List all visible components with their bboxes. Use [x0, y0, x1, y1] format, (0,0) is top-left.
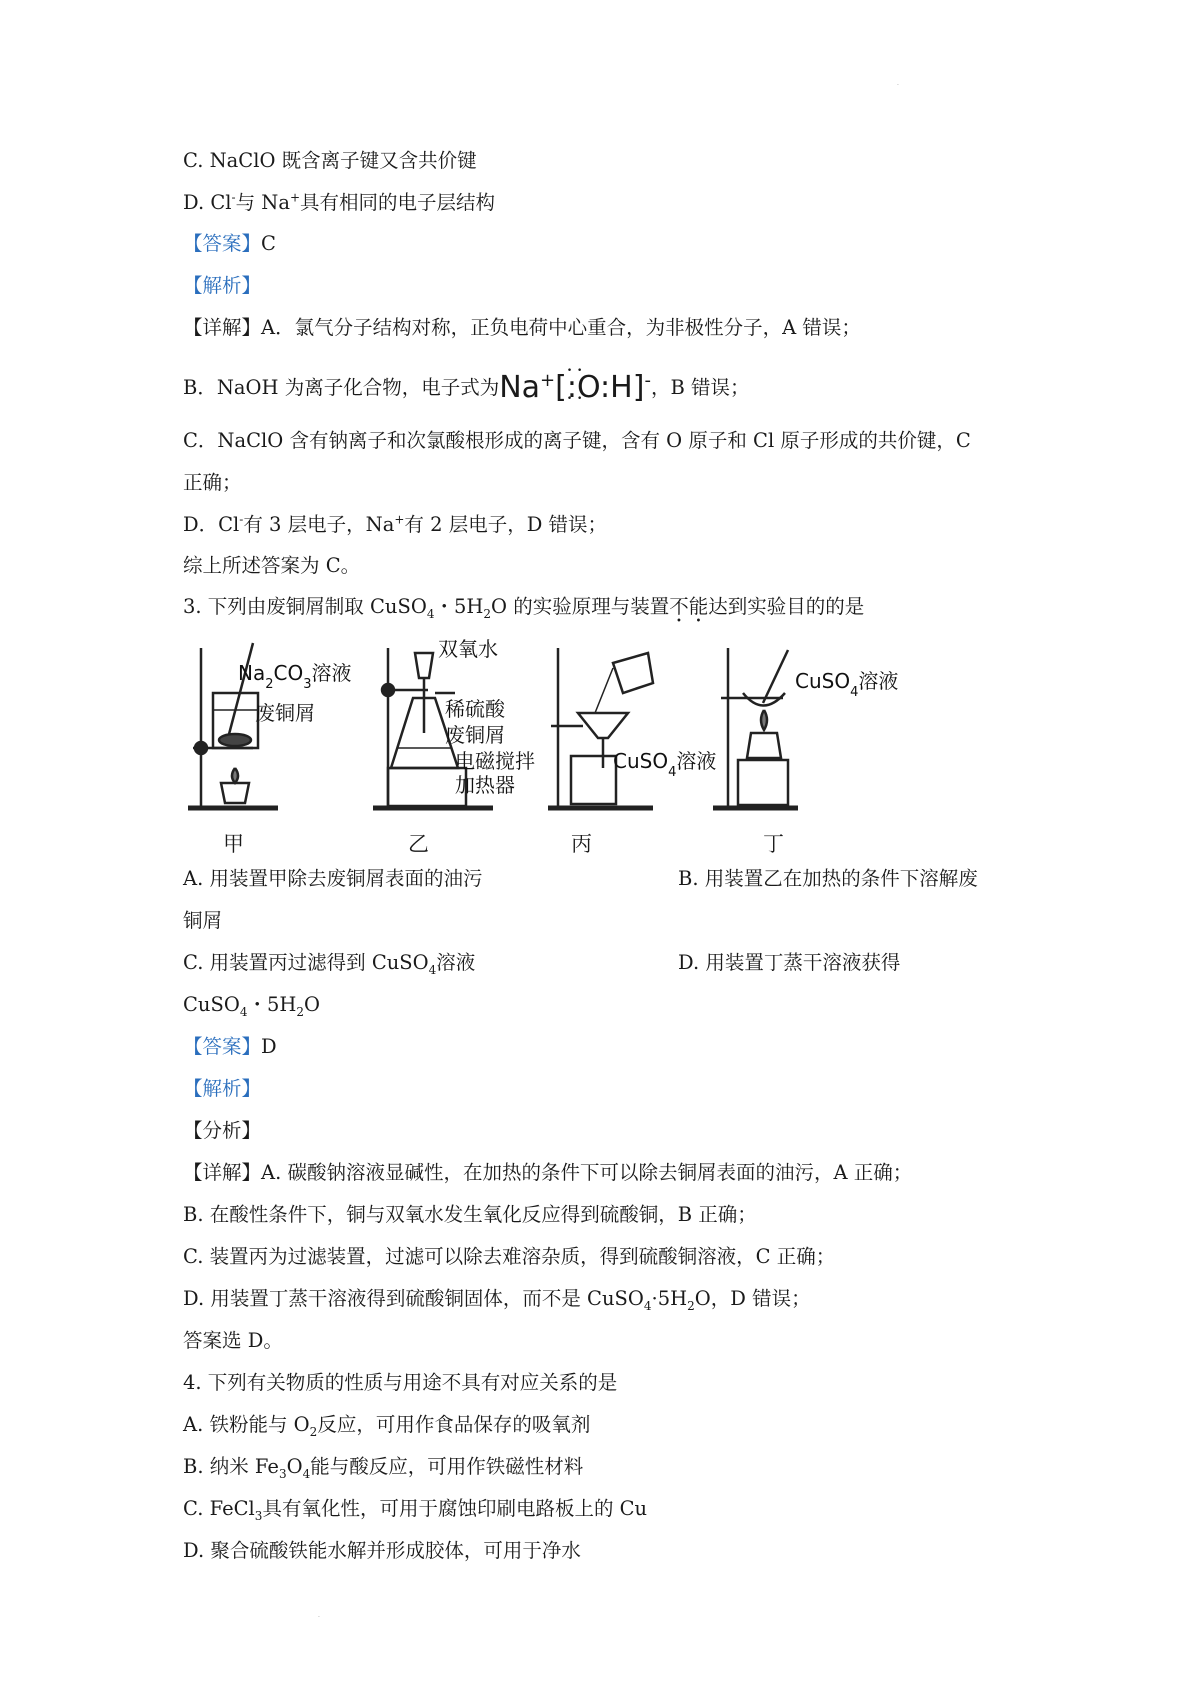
q3-analysis-tag: 【解析】: [183, 1077, 262, 1100]
q3-option-c: [183, 950, 475, 976]
q4-option-d: D. 聚合硫酸铁能水解并形成胶体，可用于净水: [183, 1539, 581, 1562]
q2-detail-d: [183, 512, 607, 538]
q2-detail-d-text: D．Cl: [183, 513, 240, 536]
q2-detail-b-text: ，B 错误；: [650, 376, 750, 399]
naoh-electron-formula: [499, 370, 651, 405]
yi-dropping-funnel: [415, 653, 433, 678]
q4-option-a-text: A. 铁粉能与 O: [183, 1413, 310, 1436]
figure-label-yi: 乙: [408, 832, 429, 856]
q2-option-d-text: 具有相同的电子层结构: [300, 191, 496, 214]
formula-bracket: [: [555, 370, 567, 405]
yi-label-stirrer: 电磁搅拌: [455, 749, 535, 773]
q2-detail-a: 【详解】A．氯气分子结构对称，正负电荷中心重合，为非极性分子，A 错误；: [183, 316, 861, 339]
q3-option-d: D. 用装置丁蒸干溶液获得: [678, 951, 901, 974]
jia-copper-scraps: [219, 734, 251, 746]
q4-option-a-text: 反应，可用作食品保存的吸氧剂: [317, 1413, 591, 1436]
subscript: 3: [278, 1466, 287, 1481]
q2-detail-b: [183, 370, 750, 405]
q4-option-b-text: O: [286, 1455, 303, 1478]
q2-option-c: [183, 148, 477, 174]
answer-value: D: [261, 1035, 277, 1058]
q4-option-b: [183, 1454, 583, 1480]
jia-label-solution: $Na_2CO_3$溶液: [238, 661, 352, 692]
q2-summary: 综上所述答案为 C。: [183, 554, 361, 577]
q3-option-d-text: CuSO: [183, 993, 240, 1016]
answer-value: C: [261, 232, 276, 255]
jia-flame: [232, 768, 238, 783]
ding-block: [738, 760, 788, 805]
q3-stem-text: ・5H: [434, 595, 484, 618]
q3-detail-d: [183, 1286, 811, 1312]
q4-option-b-text: B. 纳米 Fe: [183, 1455, 279, 1478]
q3-detail-d-text: ·5H: [651, 1287, 688, 1310]
q4-option-c-text: C. FeCl: [183, 1497, 255, 1520]
jia-alcohol-lamp: [221, 783, 249, 803]
subscript: 2: [296, 1004, 305, 1019]
yi-label-acid: 稀硫酸: [445, 697, 505, 721]
subscript: 4: [302, 1466, 311, 1481]
superscript: -: [231, 190, 236, 205]
formula-charge-plus: +: [540, 370, 556, 391]
bing-beaker: [571, 756, 616, 804]
apparatus-figure: [183, 637, 899, 856]
yi-label-h2o2: 双氧水: [438, 637, 498, 661]
q3-detail-d-text: D. 用装置丁蒸干溶液得到硫酸铜固体，而不是 CuSO: [183, 1287, 644, 1310]
q3-option-b: B. 用装置乙在加热的条件下溶解废: [678, 867, 978, 890]
q2-detail-c2: 正确；: [183, 471, 242, 494]
q4-option-b-text: 能与酸反应，可用作铁磁性材料: [310, 1455, 584, 1478]
subscript: 2: [483, 606, 492, 621]
q3-detail-b: B. 在酸性条件下，铜与双氧水发生氧化反应得到硫酸铜，B 正确；: [183, 1203, 757, 1226]
q3-stem-text: 3. 下列由废铜屑制取 CuSO: [183, 595, 427, 618]
emphasis-char: 不: [669, 595, 689, 618]
subscript: 4: [426, 606, 435, 621]
subscript: 3: [254, 1508, 263, 1523]
figure-label-bing: 丙: [571, 832, 592, 856]
yi-label-heater: 加热器: [455, 773, 515, 797]
superscript: -: [239, 512, 244, 527]
ding-alcohol-lamp: [747, 733, 781, 758]
q2-detail-c1: C．NaClO 含有钠离子和次氯酸根形成的离子键，含有 O 原子和 Cl 原子形成的共价键，C: [183, 429, 971, 452]
yi-clamp-knob: [382, 684, 394, 696]
figure-label-jia: 甲: [223, 832, 244, 856]
q3-detail-d-text: O，D 错误；: [694, 1287, 811, 1310]
q2-analysis-tag: 【解析】: [183, 274, 262, 297]
q3-option-d-cont: [183, 992, 320, 1018]
formula-charge-minus: -: [644, 370, 651, 391]
bing-funnel: [578, 713, 628, 738]
superscript: +: [394, 512, 405, 527]
q4-option-c-text: 具有氧化性，可用于腐蚀印刷电路板上的 Cu: [262, 1497, 648, 1520]
ding-label-solution: CuSO$_4$溶液: [795, 669, 899, 700]
subscript: 4: [239, 1004, 248, 1019]
apparatus-drawing: [183, 637, 899, 828]
q3-answer: [183, 1034, 277, 1060]
q2-detail-d-text: 有 2 层电子，D 错误；: [404, 513, 608, 536]
q2-option-d: [183, 190, 495, 216]
answer-tag: 【答案】: [183, 232, 262, 255]
q3-option-d-text: O: [304, 993, 321, 1016]
q3-option-c-text: 溶液: [436, 951, 476, 974]
page-speck: .: [318, 1612, 320, 1619]
formula-oxygen: • • :O: • •: [567, 375, 610, 401]
page-speck: .: [897, 80, 899, 87]
q3-option-b-cont: 铜屑: [183, 909, 223, 932]
jia-glass-rod: [228, 643, 253, 738]
q2-option-d-text: 与 Na: [235, 191, 290, 214]
q4-option-c: [183, 1496, 647, 1522]
q2-option-c-text: C. NaClO 既含离子键又含共价键: [183, 149, 477, 172]
q3-stem-text: O 的实验原理与装置: [491, 595, 670, 618]
q3-detail-c: C. 装置丙为过滤装置，过滤可以除去难溶杂质，得到硫酸铜溶液，C 正确；: [183, 1245, 836, 1268]
ding-flame: [761, 710, 767, 730]
q3-detail-a: 【详解】A. 碳酸钠溶液显碱性，在加热的条件下可以除去铜屑表面的油污，A 正确；: [183, 1161, 913, 1184]
q4-option-a: [183, 1412, 590, 1438]
q3-option-c-text: C. 用装置丙过滤得到 CuSO: [183, 951, 429, 974]
q3-option-d-text: ・5H: [247, 993, 297, 1016]
subscript: 2: [687, 1298, 695, 1313]
q3-fenxi-tag: 【分析】: [183, 1119, 262, 1142]
subscript: 4: [643, 1298, 652, 1313]
q3-stem: [183, 594, 864, 620]
q2-option-d-text: D. Cl: [183, 191, 232, 214]
q3-summary: 答案选 D。: [183, 1329, 283, 1352]
subscript: 4: [428, 962, 437, 977]
q2-detail-b-text: B．NaOH 为离子化合物，电子式为: [183, 376, 500, 399]
q4-stem: 4. 下列有关物质的性质与用途不具有对应关系的是: [183, 1371, 618, 1394]
emphasis-char: 能: [688, 595, 709, 618]
bing-label-solution: CuSO$_4$溶液: [613, 749, 717, 780]
formula-hydrogen: H]: [610, 370, 645, 405]
q3-option-a: A. 用装置甲除去废铜屑表面的油污: [183, 867, 483, 890]
formula-na: Na: [499, 370, 541, 405]
subscript: 2: [309, 1424, 318, 1439]
q3-stem-text: 达到实验目的的是: [708, 595, 865, 618]
yi-label-scraps: 废铜屑: [445, 723, 505, 747]
superscript: +: [289, 190, 301, 205]
bing-glass-rod: [595, 668, 613, 713]
jia-clamp-knob: [195, 742, 207, 754]
jia-label-scraps: 废铜屑: [255, 701, 315, 725]
q2-detail-d-text: 有 3 层电子，Na: [243, 513, 395, 536]
q2-answer: [183, 231, 276, 257]
answer-tag: 【答案】: [183, 1035, 262, 1058]
figure-label-ding: 丁: [763, 832, 784, 856]
bing-pouring-beaker: [613, 653, 653, 693]
